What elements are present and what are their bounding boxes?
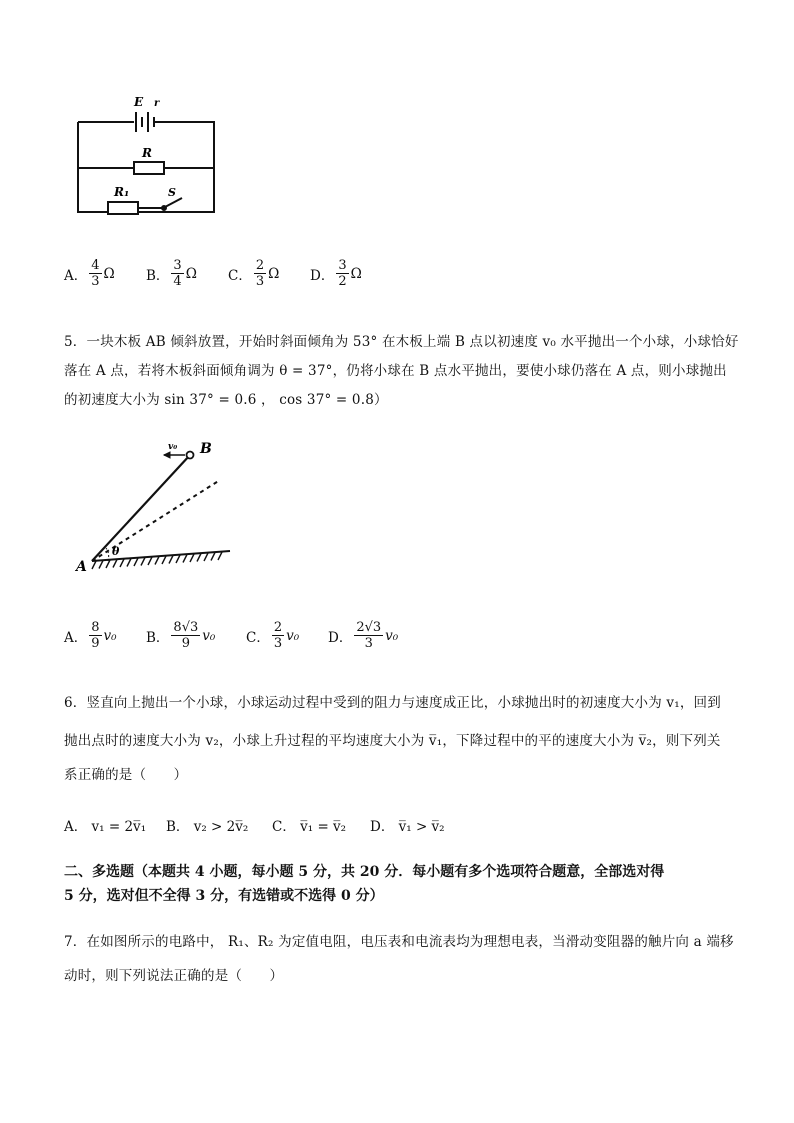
denominator: 9 bbox=[181, 636, 190, 651]
option-text: B． v₂ > 2v̅₂ bbox=[166, 819, 249, 835]
incline-diagram bbox=[70, 435, 240, 575]
denominator: 4 bbox=[173, 274, 182, 289]
q5-stem bbox=[64, 332, 744, 419]
q6-option-a[interactable] bbox=[64, 815, 146, 835]
section-line1: 二、多选题（本题共 4 小题，每小题 5 分，共 20 分．每小题有多个选项符合题意，全部选对得 bbox=[64, 864, 665, 880]
label-R1: R₁ bbox=[114, 185, 130, 199]
option-letter: D． bbox=[310, 267, 335, 284]
denominator: 3 bbox=[91, 274, 100, 289]
q7-line2: 动时，则下列说法正确的是（ ） bbox=[64, 968, 284, 984]
q5-option-d[interactable] bbox=[328, 620, 398, 651]
option-letter: D． bbox=[328, 629, 353, 646]
numerator: 2 bbox=[273, 620, 283, 635]
label-theta: θ bbox=[112, 545, 120, 558]
q6-option-d[interactable] bbox=[370, 815, 445, 835]
denominator: 2 bbox=[338, 274, 347, 289]
q6-option-b[interactable] bbox=[166, 815, 248, 835]
numerator: 2 bbox=[255, 258, 265, 273]
fraction bbox=[272, 620, 284, 651]
option-letter: B． bbox=[146, 629, 170, 646]
q4-option-c[interactable] bbox=[228, 258, 279, 289]
fraction bbox=[171, 620, 200, 651]
numerator: 3 bbox=[338, 258, 347, 273]
denominator: 3 bbox=[255, 274, 265, 289]
denominator: 3 bbox=[273, 636, 283, 651]
q5-line1: 5．一块木板 AB 倾斜放置，开始时斜面倾角为 53° 在木板上端 B 点以初速度 v₀ 水平抛出一个小球，小球恰好 bbox=[64, 334, 739, 350]
fraction bbox=[254, 258, 266, 289]
numerator: 8√3 bbox=[173, 620, 199, 635]
fraction bbox=[354, 620, 383, 651]
option-text: C． v̅₁ = v̅₂ bbox=[272, 819, 347, 835]
q4-option-a[interactable] bbox=[64, 258, 115, 289]
unit: Ω bbox=[103, 265, 115, 282]
option-letter: C． bbox=[246, 629, 270, 646]
q6-line2: 抛出点时的速度大小为 v₂，小球上升过程的平均速度大小为 v̅₁，下降过程中的平的速度大小为 v̅₂，则下列关 bbox=[64, 733, 721, 749]
label-S: S bbox=[168, 186, 176, 199]
q6-line1: 6．竖直向上抛出一个小球，小球运动过程中受到的阻力与速度成正比，小球抛出时的初速度大小为 v₁，回到 bbox=[64, 695, 721, 711]
unit: Ω bbox=[350, 265, 362, 282]
q5-option-b[interactable] bbox=[146, 620, 215, 651]
q6-option-c[interactable] bbox=[272, 815, 346, 835]
q5-line2: 落在 A 点，若将木板斜面倾角调为 θ = 37°，仍将小球在 B 点水平抛出，要使小球仍落在 A 点，则小球抛出 bbox=[64, 363, 727, 379]
label-B: B bbox=[200, 441, 212, 457]
denominator: 9 bbox=[91, 636, 100, 651]
q7-stem bbox=[64, 932, 744, 996]
q4-option-d[interactable] bbox=[310, 258, 362, 289]
fraction bbox=[171, 258, 183, 289]
tail: v₀ bbox=[202, 627, 216, 644]
q5-option-a[interactable] bbox=[64, 620, 117, 651]
label-r: r bbox=[154, 98, 160, 109]
label-E: E bbox=[134, 95, 144, 109]
fraction bbox=[89, 258, 101, 289]
option-letter: B． bbox=[146, 267, 170, 284]
q4-option-b[interactable] bbox=[146, 258, 197, 289]
label-R: R bbox=[142, 146, 152, 160]
numerator: 2√3 bbox=[356, 620, 382, 635]
unit: Ω bbox=[268, 265, 280, 282]
numerator: 4 bbox=[91, 258, 100, 273]
label-v0: v₀ bbox=[168, 442, 178, 452]
q7-line1: 7．在如图所示的电路中， R₁、R₂ 为定值电阻，电压表和电流表均为理想电表，当滑动变阻器的触片向 a 端移 bbox=[64, 934, 734, 950]
fraction bbox=[89, 620, 101, 651]
tail: v₀ bbox=[385, 627, 399, 644]
q6-line3: 系正确的是（ ） bbox=[64, 767, 188, 783]
circuit-diagram bbox=[70, 92, 230, 220]
option-text: A． v₁ = 2v̅₁ bbox=[64, 819, 147, 835]
option-letter: A． bbox=[64, 267, 88, 284]
q6-options bbox=[64, 815, 484, 837]
option-letter: C． bbox=[228, 267, 252, 284]
section-heading bbox=[64, 860, 744, 908]
label-A: A bbox=[76, 559, 87, 575]
tail: v₀ bbox=[103, 627, 117, 644]
option-text: D． v̅₁ > v̅₂ bbox=[370, 819, 445, 835]
q6-stem bbox=[64, 693, 744, 795]
section-line2: 5 分，选对但不全得 3 分，有选错或不选得 0 分） bbox=[64, 888, 384, 904]
q4-options bbox=[64, 258, 424, 298]
q5-line3: 的初速度大小为 sin 37° = 0.6 ， cos 37° = 0.8） bbox=[64, 392, 388, 408]
numerator: 3 bbox=[173, 258, 182, 273]
q5-options bbox=[64, 620, 464, 660]
tail: v₀ bbox=[286, 627, 300, 644]
q5-option-c[interactable] bbox=[246, 620, 299, 651]
denominator: 3 bbox=[364, 636, 373, 651]
option-letter: A． bbox=[64, 629, 88, 646]
fraction bbox=[336, 258, 348, 289]
unit: Ω bbox=[185, 265, 197, 282]
numerator: 8 bbox=[91, 620, 100, 635]
